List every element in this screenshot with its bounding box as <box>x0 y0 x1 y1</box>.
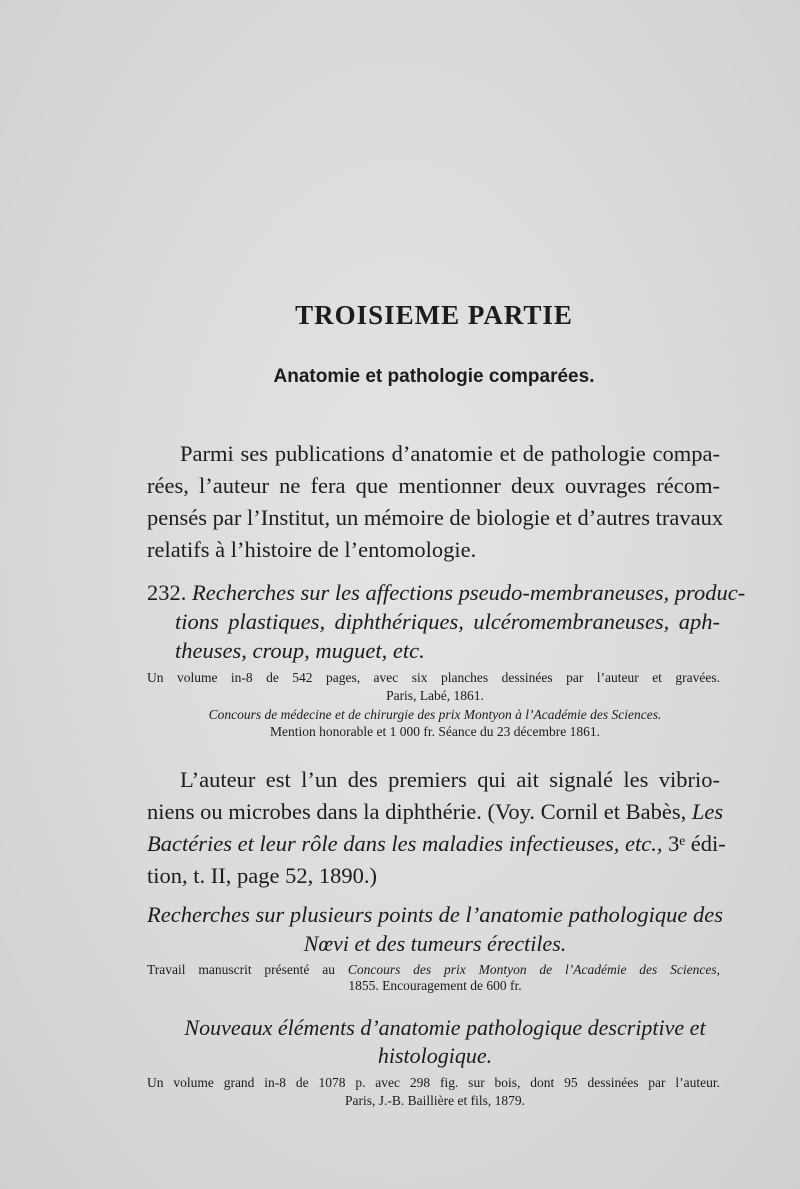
intro-line: pensés par l’Institut, un mémoire de biologie et d’autres travaux <box>147 505 724 530</box>
entry-detail: Paris, Labé, 1861. <box>386 688 484 703</box>
entry-detail: 1855. Encouragement de 600 fr. <box>348 978 522 993</box>
entry-number: 232. <box>147 580 187 605</box>
note-line <box>147 796 724 828</box>
note-line: L’auteur est l’un des premiers qui ait signalé les vibrio- <box>180 767 720 792</box>
entry-detail: Un volume grand in-8 de 1078 p. avec 298 fig. sur bois, dont 95 dessinées par l’auteur. <box>147 1075 720 1090</box>
section-title: Anatomie et pathologie comparées. <box>273 366 595 387</box>
entry-detail: Paris, J.-B. Baillière et fils, 1879. <box>345 1093 525 1108</box>
entry-detail <box>147 962 720 978</box>
note-text: niens ou microbes dans la diphthérie. (Voy. Cornil et Babès, <box>147 799 692 824</box>
note-italic-text: Bactéries et leur rôle dans les maladies infectieuses, etc., <box>147 831 663 856</box>
note-text: 3ᵉ édi- <box>662 831 726 856</box>
part-title: TROISIEME PARTIE <box>295 300 573 330</box>
note-line: tion, t. II, page 52, 1890.) <box>147 863 377 888</box>
entry-title-line: Nouveaux éléments d’anatomie pathologique descriptive et <box>184 1015 706 1040</box>
entry-detail: Un volume in-8 de 542 pages, avec six planches dessinées par l’auteur et gravées. <box>147 670 720 685</box>
detail-text: Travail manuscrit présenté au <box>147 962 348 977</box>
note-line <box>147 828 726 860</box>
entry-title-line: tions plastiques, diphthériques, ulcéromembraneuses, aph- <box>175 609 720 634</box>
intro-line: relatifs à l’histoire de l’entomologie. <box>147 537 477 562</box>
intro-line: Parmi ses publications d’anatomie et de pathologie compa- <box>180 441 720 466</box>
entry-title-line: Recherches sur plusieurs points de l’anatomie pathologique des <box>147 902 723 927</box>
entry-title-line: theuses, croup, muguet, etc. <box>175 638 425 663</box>
entry-title-line: Nœvi et des tumeurs érectiles. <box>303 931 567 956</box>
detail-italic-text: Concours des prix Montyon de l’Académie des Sciences, <box>347 962 720 977</box>
entry-title-line: histologique. <box>377 1043 493 1068</box>
entry-title-text: Recherches sur les affections pseudo-membraneuses, produc- <box>192 580 746 605</box>
note-italic-text: Les <box>691 799 724 824</box>
entry-detail: Mention honorable et 1 000 fr. Séance du 23 décembre 1861. <box>270 724 600 739</box>
intro-line: rées, l’auteur ne fera que mentionner deux ouvrages récom- <box>147 473 720 498</box>
entry-detail: Concours de médecine et de chirurgie des prix Montyon à l’Académie des Sciences. <box>208 707 662 722</box>
entry-title-line <box>147 580 746 606</box>
